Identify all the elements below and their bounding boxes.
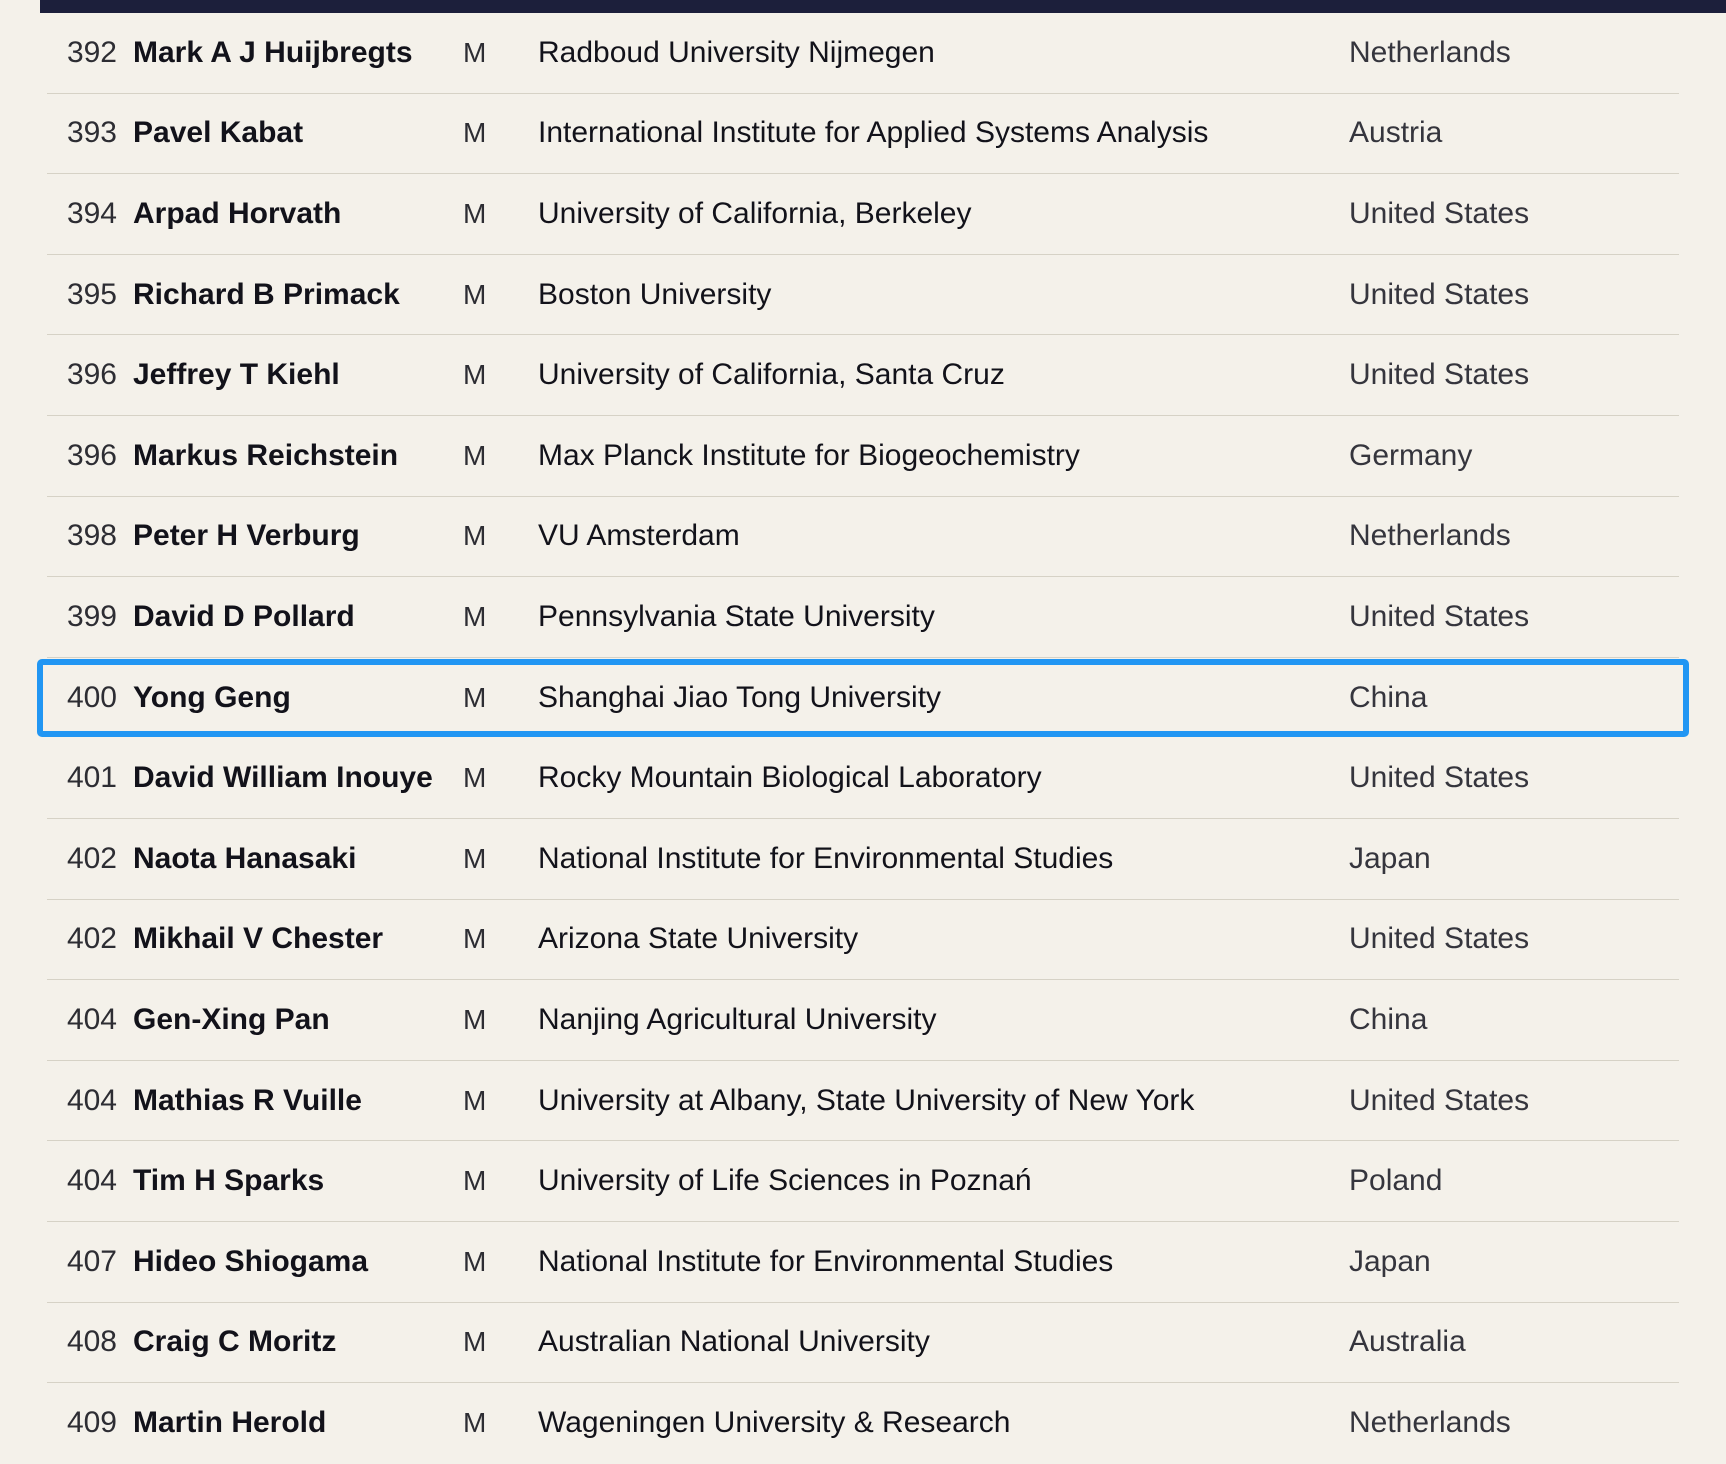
cell-gender: M [463, 600, 487, 632]
cell-institution: University of California, Berkeley [538, 196, 972, 230]
table-row[interactable] [47, 1141, 1679, 1222]
cell-name: Richard B Primack [133, 277, 400, 311]
table-row[interactable] [47, 819, 1679, 900]
cell-rank: 396 [66, 438, 117, 472]
cell-gender: M [463, 359, 487, 391]
cell-institution: Wageningen University & Research [538, 1406, 1011, 1440]
cell-rank: 402 [66, 922, 117, 956]
cell-gender: M [463, 1407, 487, 1439]
cell-rank: 401 [66, 761, 117, 795]
cell-name: Mark A J Huijbregts [133, 35, 413, 69]
table-row[interactable] [47, 497, 1679, 578]
table-row[interactable] [47, 980, 1679, 1061]
cell-country: United States [1349, 358, 1530, 392]
cell-country: Netherlands [1349, 35, 1511, 69]
cell-name: Pavel Kabat [133, 116, 304, 150]
cell-country: Netherlands [1349, 519, 1511, 553]
cell-name: Martin Herold [133, 1406, 327, 1440]
cell-name: David William Inouye [133, 761, 433, 795]
cell-rank: 407 [66, 1244, 117, 1278]
cell-name: Tim H Sparks [133, 1164, 325, 1198]
cell-gender: M [463, 1003, 487, 1035]
cell-name: Craig C Moritz [133, 1325, 337, 1359]
cell-institution: Nanjing Agricultural University [538, 1002, 937, 1036]
cell-country: United States [1349, 1083, 1530, 1117]
cell-institution: Shanghai Jiao Tong University [538, 681, 942, 715]
cell-gender: M [463, 520, 487, 552]
cell-rank: 400 [66, 681, 117, 715]
cell-rank: 408 [66, 1325, 117, 1359]
cell-institution: National Institute for Environmental Studies [538, 841, 1114, 875]
cell-country: United States [1349, 922, 1530, 956]
cell-institution: University of California, Santa Cruz [538, 358, 1005, 392]
cell-country: United States [1349, 277, 1530, 311]
table-row[interactable] [47, 94, 1679, 175]
cell-name: Gen-Xing Pan [133, 1002, 330, 1036]
table-row[interactable] [47, 1383, 1679, 1464]
cell-country: Netherlands [1349, 1406, 1511, 1440]
cell-country: Germany [1349, 438, 1473, 472]
cell-country: Australia [1349, 1325, 1466, 1359]
cell-gender: M [463, 36, 487, 68]
cell-country: Japan [1349, 841, 1431, 875]
table-row[interactable] [47, 174, 1679, 255]
cell-gender: M [463, 923, 487, 955]
cell-institution: University of Life Sciences in Poznań [538, 1164, 1032, 1198]
cell-institution: National Institute for Environmental Studies [538, 1244, 1114, 1278]
table-row[interactable] [47, 255, 1679, 336]
cell-rank: 395 [66, 277, 117, 311]
cell-gender: M [463, 278, 487, 310]
cell-country: China [1349, 1002, 1428, 1036]
cell-name: Mathias R Vuille [133, 1083, 362, 1117]
cell-country: United States [1349, 196, 1530, 230]
cell-name: Jeffrey T Kiehl [133, 358, 340, 392]
cell-gender: M [463, 117, 487, 149]
cell-institution: Rocky Mountain Biological Laboratory [538, 761, 1042, 795]
cell-gender: M [463, 197, 487, 229]
cell-name: Arpad Horvath [133, 196, 342, 230]
cell-name: Mikhail V Chester [133, 922, 384, 956]
cell-gender: M [463, 1245, 487, 1277]
cell-institution: University at Albany, State University of New York [538, 1083, 1195, 1117]
table-row[interactable] [47, 335, 1679, 416]
cell-institution: Radboud University Nijmegen [538, 35, 935, 69]
cell-name: Naota Hanasaki [133, 841, 357, 875]
cell-institution: Pennsylvania State University [538, 599, 935, 633]
cell-country: China [1349, 681, 1428, 715]
ranking-table [0, 13, 1726, 1464]
cell-country: Poland [1349, 1164, 1443, 1198]
table-row[interactable] [47, 13, 1679, 94]
cell-rank: 402 [66, 841, 117, 875]
cell-gender: M [463, 762, 487, 794]
table-row-selected[interactable] [47, 658, 1679, 739]
cell-country: Austria [1349, 116, 1443, 150]
cell-rank: 404 [66, 1083, 117, 1117]
cell-name: Yong Geng [133, 681, 291, 715]
table-row[interactable] [47, 1303, 1679, 1384]
cell-name: David D Pollard [133, 599, 355, 633]
cell-country: United States [1349, 599, 1530, 633]
cell-country: United States [1349, 761, 1530, 795]
cell-gender: M [463, 439, 487, 471]
cell-gender: M [463, 1326, 487, 1358]
cell-rank: 392 [66, 35, 117, 69]
cell-gender: M [463, 682, 487, 714]
cell-name: Markus Reichstein [133, 438, 399, 472]
cell-rank: 404 [66, 1002, 117, 1036]
cell-rank: 404 [66, 1164, 117, 1198]
cell-institution: Arizona State University [538, 922, 859, 956]
cell-rank: 393 [66, 116, 117, 150]
cell-name: Peter H Verburg [133, 519, 360, 553]
cell-rank: 399 [66, 599, 117, 633]
cell-rank: 398 [66, 519, 117, 553]
cell-institution: Australian National University [538, 1325, 930, 1359]
cell-gender: M [463, 842, 487, 874]
table-row[interactable] [47, 1222, 1679, 1303]
cell-institution: Boston University [538, 277, 772, 311]
cell-gender: M [463, 1084, 487, 1116]
table-row[interactable] [47, 416, 1679, 497]
cell-institution: International Institute for Applied Systems Analysis [538, 116, 1209, 150]
cell-rank: 396 [66, 358, 117, 392]
cell-gender: M [463, 1165, 487, 1197]
top-bar-left-gap [0, 0, 40, 13]
table-row[interactable] [47, 577, 1679, 658]
cell-name: Hideo Shiogama [133, 1244, 369, 1278]
top-bar [0, 0, 1726, 13]
cell-rank: 409 [66, 1406, 117, 1440]
cell-institution: Max Planck Institute for Biogeochemistry [538, 438, 1080, 472]
cell-institution: VU Amsterdam [538, 519, 740, 553]
cell-country: Japan [1349, 1244, 1431, 1278]
table-row[interactable] [47, 738, 1679, 819]
table-row[interactable] [47, 900, 1679, 981]
table-row[interactable] [47, 1061, 1679, 1142]
cell-rank: 394 [66, 196, 117, 230]
